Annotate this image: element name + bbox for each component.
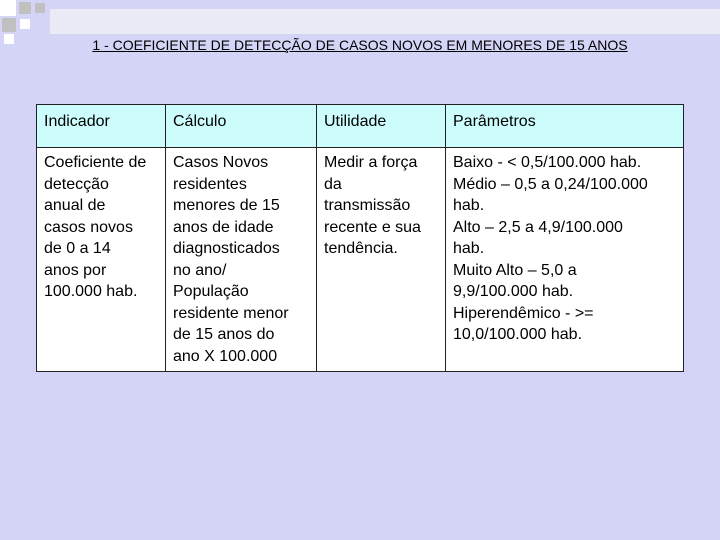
cell-calculo: Casos Novos residentes menores de 15 anos de idade diagnosticados no ano/ População residente menor de 15 anos do ano X 100.000 [166,148,317,372]
cell-indicador: Coeficiente de detecção anual de casos novos de 0 a 14 anos por 100.000 hab. [37,148,166,372]
cell-parametros: Baixo - < 0,5/100.000 hab. Médio – 0,5 a 0,24/100.000 hab. Alto – 2,5 a 4,9/100.000 hab. Muito Alto – 5,0 a 9,9/100.000 hab. Hiperendêmico - >= 10,0/100.000 hab. [446,148,684,372]
header-indicador: Indicador [37,105,166,148]
table-header-row [37,105,684,148]
cell-utilidade: Medir a força da transmissão recente e sua tendência. [317,148,446,372]
header-calculo: Cálculo [166,105,317,148]
header-parametros: Parâmetros [446,105,684,148]
table-row [37,148,684,372]
slide-title: 1 - COEFICIENTE DE DETECÇÃO DE CASOS NOVOS EM MENORES DE 15 ANOS [92,37,628,53]
header-utilidade: Utilidade [317,105,446,148]
indicator-table [36,104,684,372]
